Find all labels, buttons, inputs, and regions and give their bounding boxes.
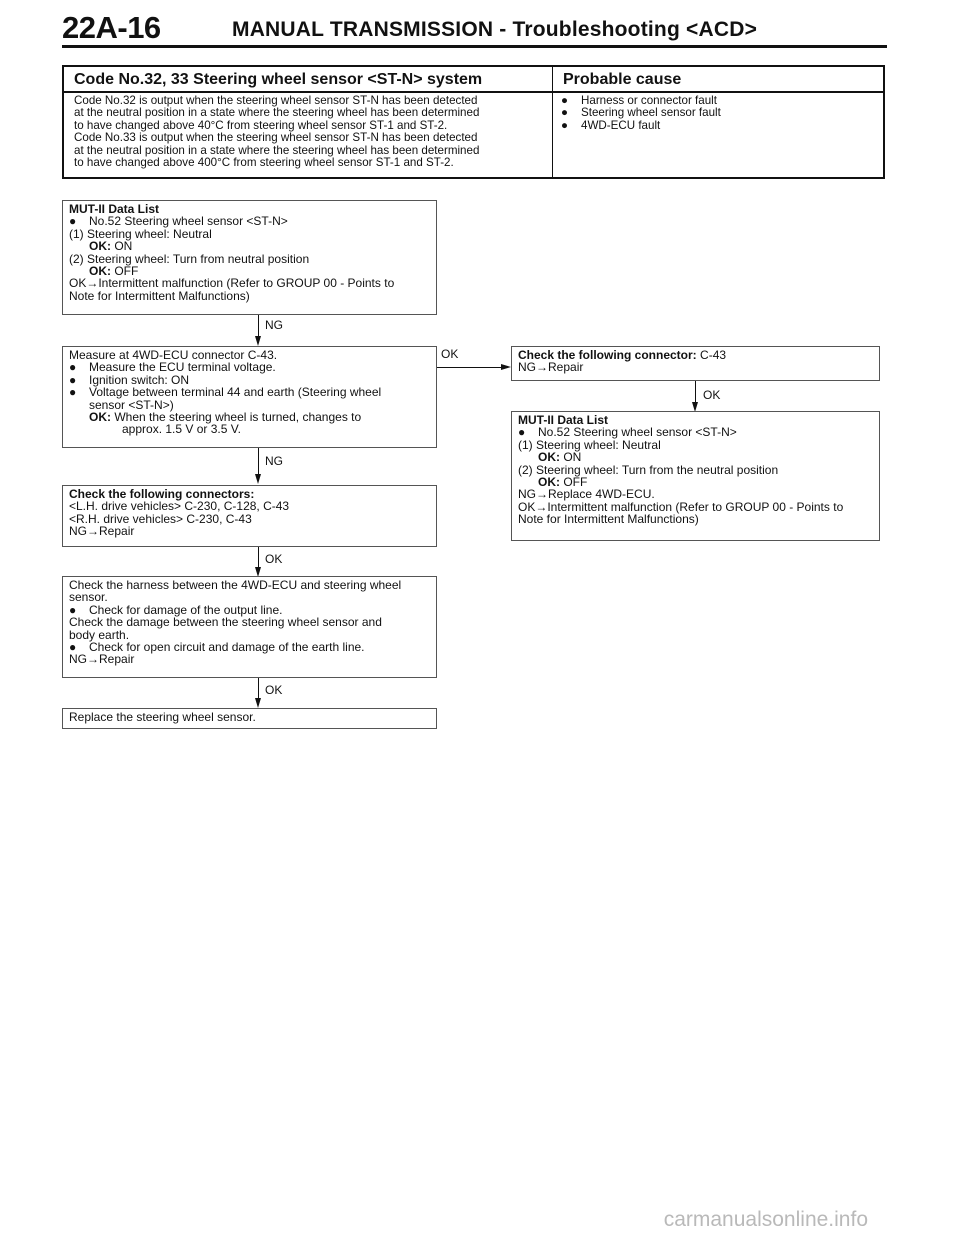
connector-value: C-43	[700, 348, 727, 362]
table-heading-rule	[64, 91, 883, 93]
ok-value: OFF	[114, 264, 139, 279]
description-line: at the neutral position in a state where the steering wheel has been determined	[74, 143, 480, 157]
description-line: Code No.33 is output when the steering wheel sensor ST-N has been detected	[74, 131, 478, 145]
box-line: Check the harness between the 4WD-ECU and steering wheel	[69, 578, 402, 592]
cause-text: Harness or connector fault	[581, 94, 717, 107]
bullet-icon: ●	[561, 94, 569, 107]
description-line: to have changed above 400°C from steering wheel sensor ST-1 and ST-2.	[74, 156, 454, 170]
box-title: MUT-II Data List	[518, 413, 609, 427]
code-table	[62, 65, 885, 179]
probable-cause-list	[561, 95, 861, 132]
page-number: 22A-16	[62, 10, 161, 45]
arrow-down-icon	[255, 336, 261, 346]
box-step: (1) Steering wheel: Neutral	[69, 226, 212, 241]
box-result: Note for Intermittent Malfunctions)	[518, 512, 699, 527]
box-line: <R.H. drive vehicles> C-230, C-43	[69, 511, 252, 526]
flow-label-ok: OK	[265, 683, 283, 697]
box-line: NG→Repair	[69, 652, 135, 667]
box-line: body earth.	[69, 627, 130, 642]
item-text: Check for damage of the output line.	[89, 602, 283, 617]
box-line: sensor.	[69, 590, 108, 605]
item-text: Ignition switch: ON	[89, 372, 190, 387]
box-item	[69, 215, 430, 227]
flow-label-ok: OK	[265, 552, 283, 566]
box-title: Check the following connectors:	[69, 487, 255, 501]
bullet-icon: ●	[69, 372, 77, 387]
box-item	[518, 426, 873, 438]
item-text: Check for open circuit and damage of the earth line.	[89, 640, 365, 655]
box-step: (2) Steering wheel: Turn from the neutral position	[518, 462, 779, 477]
ok-label: OK:	[89, 239, 111, 254]
arrow-down-icon	[255, 474, 261, 484]
item-text: No.52 Steering wheel sensor <ST-N>	[89, 214, 288, 229]
flow-box-mut-data-list-right	[511, 411, 880, 541]
bullet-icon: ●	[561, 118, 569, 132]
flow-box-replace-sensor	[62, 708, 437, 729]
arrow-right-icon	[501, 364, 511, 370]
bullet-icon: ●	[561, 106, 569, 120]
box-result: OK→Intermittent malfunction (Refer to GROUP 00 - Points to	[518, 499, 844, 514]
ok-label: OK:	[538, 475, 560, 490]
ok-label: OK:	[89, 410, 111, 425]
box-result: OK→Intermittent malfunction (Refer to GROUP 00 - Points to	[69, 276, 395, 291]
title-rule	[62, 45, 887, 48]
box-line: NG→Repair	[518, 360, 584, 375]
bullet-icon: ●	[69, 214, 77, 229]
box-title: MUT-II Data List	[69, 202, 160, 216]
cause-text: Steering wheel sensor fault	[581, 106, 721, 120]
box-line: NG→Repair	[69, 524, 135, 539]
flow-label-ok: OK	[703, 388, 721, 402]
flow-box-mut-data-list	[62, 200, 437, 315]
description-line: Code No.32 is output when the steering wheel sensor ST-N has been detected	[74, 94, 478, 107]
box-ok	[69, 240, 430, 252]
ok-label: OK:	[538, 450, 560, 465]
watermark: carmanualsonline.info	[663, 1208, 868, 1231]
bullet-icon: ●	[518, 425, 526, 440]
flow-box-check-connector	[511, 346, 880, 381]
box-item-continued: sensor <ST-N>)	[89, 397, 174, 412]
box-line: Replace the steering wheel sensor.	[69, 710, 256, 724]
table-heading-probable-cause: Probable cause	[563, 71, 682, 88]
box-item	[69, 386, 430, 398]
box-result: Note for Intermittent Malfunctions)	[69, 288, 250, 303]
description-line: to have changed above 40°C from steering wheel sensor ST-1 and ST-2.	[74, 118, 448, 132]
table-column-rule	[552, 67, 553, 177]
flow-box-check-connectors	[62, 485, 437, 547]
flow-box-check-harness	[62, 576, 437, 678]
page-title: MANUAL TRANSMISSION - Troubleshooting <ACD>	[232, 18, 758, 41]
table-heading-code: Code No.32, 33 Steering wheel sensor <ST-N> system	[74, 71, 483, 88]
flow-label-ng: NG	[265, 318, 283, 332]
box-ok	[518, 451, 873, 463]
description-line: at the neutral position in a state where the steering wheel has been determined	[74, 106, 480, 120]
cause-item	[561, 120, 861, 132]
arrow-down-icon	[255, 698, 261, 708]
box-result: NG→Replace 4WD-ECU.	[518, 487, 655, 502]
code-description	[74, 95, 544, 169]
box-line: <L.H. drive vehicles> C-230, C-128, C-43	[69, 499, 290, 514]
box-line: Check the damage between the steering wheel sensor and	[69, 615, 382, 630]
flow-label-ok: OK	[441, 347, 459, 361]
ok-value: When the steering wheel is turned, changes to	[114, 410, 362, 425]
bullet-icon: ●	[69, 360, 77, 375]
box-ok-continued: approx. 1.5 V or 3.5 V.	[122, 422, 241, 437]
item-text: Voltage between terminal 44 and earth (Steering wheel	[89, 385, 382, 400]
box-step: (1) Steering wheel: Neutral	[518, 437, 661, 452]
flow-connector-line	[437, 367, 503, 368]
box-line: Measure at 4WD-ECU connector C-43.	[69, 348, 278, 362]
cause-text: 4WD-ECU fault	[581, 118, 661, 132]
flow-label-ng: NG	[265, 454, 283, 468]
flow-box-measure-ecu	[62, 346, 437, 448]
bullet-icon: ●	[69, 640, 77, 655]
ok-value: ON	[114, 239, 133, 254]
box-title: Check the following connector:	[518, 348, 697, 362]
bullet-icon: ●	[69, 602, 77, 617]
box-step: (2) Steering wheel: Turn from neutral position	[69, 251, 310, 266]
bullet-icon: ●	[69, 385, 77, 400]
ok-value: ON	[563, 450, 582, 465]
item-text: No.52 Steering wheel sensor <ST-N>	[538, 425, 737, 440]
ok-label: OK:	[89, 264, 111, 279]
ok-value: OFF	[563, 475, 588, 490]
item-text: Measure the ECU terminal voltage.	[89, 360, 276, 375]
